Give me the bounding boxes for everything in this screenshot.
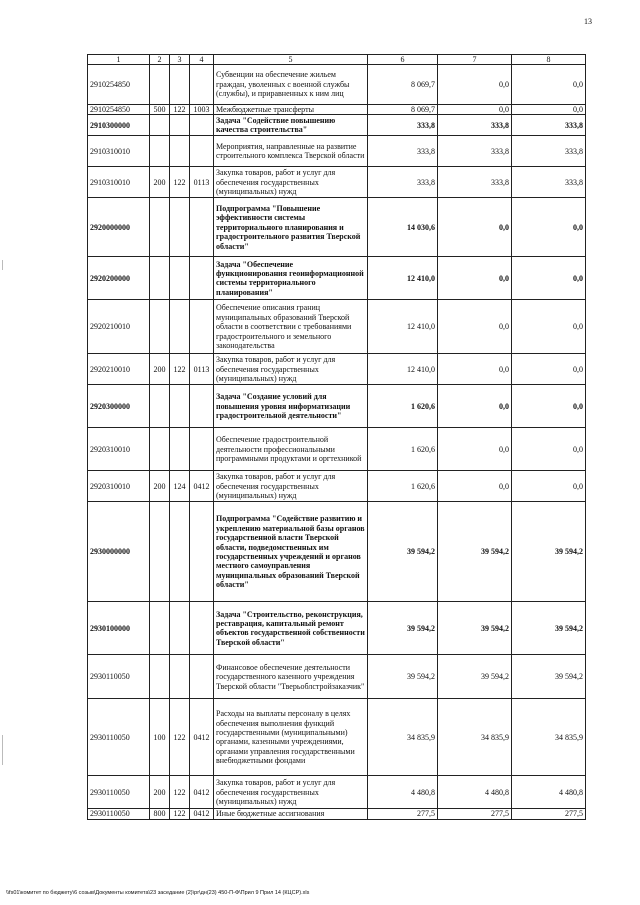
margin-mark xyxy=(2,260,3,270)
section-code xyxy=(150,602,170,655)
subsection-code: 122 xyxy=(170,699,190,776)
subsection-code xyxy=(170,385,190,428)
section-code xyxy=(150,115,170,136)
amount-col8: 333,8 xyxy=(512,167,586,198)
row-code: 2930100000 xyxy=(88,602,150,655)
row-description: Финансовое обеспечение деятельности государственного казенного учреждения Тверской области "Тверьоблстройзаказчик" xyxy=(214,655,368,699)
amount-col6: 12 410,0 xyxy=(368,354,438,385)
row-code: 2910254850 xyxy=(88,105,150,115)
subsection-code: 122 xyxy=(170,105,190,115)
amount-col7: 0,0 xyxy=(438,428,512,471)
row-description: Закупка товаров, работ и услуг для обеспечения государственных (муниципальных) нужд xyxy=(214,776,368,809)
amount-col6: 14 030,6 xyxy=(368,198,438,257)
expense-type-code xyxy=(190,428,214,471)
table-row xyxy=(88,602,586,655)
row-description: Расходы на выплаты персоналу в целях обеспечения выполнения функций государственными (муниципальными) органами, казенными учреждениями, органами управления государственными внебюджетными фондами xyxy=(214,699,368,776)
section-code xyxy=(150,257,170,300)
table-row xyxy=(88,167,586,198)
amount-col6: 12 410,0 xyxy=(368,257,438,300)
table-row xyxy=(88,385,586,428)
table-row xyxy=(88,136,586,167)
expense-type-code xyxy=(190,257,214,300)
row-description: Закупка товаров, работ и услуг для обеспечения государственных (муниципальных) нужд xyxy=(214,354,368,385)
table-row xyxy=(88,428,586,471)
amount-col8: 0,0 xyxy=(512,198,586,257)
expense-type-code: 1003 xyxy=(190,105,214,115)
amount-col6: 333,8 xyxy=(368,115,438,136)
row-code: 2910310010 xyxy=(88,136,150,167)
expense-type-code xyxy=(190,300,214,354)
column-header: 7 xyxy=(438,55,512,65)
subsection-code: 122 xyxy=(170,167,190,198)
amount-col6: 39 594,2 xyxy=(368,602,438,655)
section-code: 200 xyxy=(150,776,170,809)
subsection-code xyxy=(170,602,190,655)
amount-col8: 39 594,2 xyxy=(512,602,586,655)
amount-col6: 277,5 xyxy=(368,809,438,819)
row-code: 2930110050 xyxy=(88,809,150,819)
budget-table xyxy=(87,54,586,820)
amount-col6: 1 620,6 xyxy=(368,471,438,502)
amount-col7: 0,0 xyxy=(438,354,512,385)
section-code xyxy=(150,428,170,471)
amount-col8: 0,0 xyxy=(512,257,586,300)
amount-col8: 277,5 xyxy=(512,809,586,819)
row-code: 2930110050 xyxy=(88,655,150,699)
row-code: 2920310010 xyxy=(88,471,150,502)
table-row xyxy=(88,65,586,105)
amount-col6: 12 410,0 xyxy=(368,300,438,354)
row-description: Межбюджетные трансферты xyxy=(214,105,368,115)
expense-type-code xyxy=(190,136,214,167)
section-code xyxy=(150,502,170,602)
table-row xyxy=(88,300,586,354)
amount-col8: 39 594,2 xyxy=(512,655,586,699)
subsection-code xyxy=(170,428,190,471)
expense-type-code xyxy=(190,602,214,655)
table-row xyxy=(88,257,586,300)
row-description: Обеспечение градостроительной деятельности профессиональными программными продуктами и оргтехникой xyxy=(214,428,368,471)
expense-type-code: 0113 xyxy=(190,354,214,385)
subsection-code: 124 xyxy=(170,471,190,502)
row-description: Подпрограмма "Содействие развитию и укреплению материальной базы органов государственной власти Тверской области, подведомственных им государственных учреждений и органов местного самоуправления муниципальных образований Тверской области" xyxy=(214,502,368,602)
section-code: 500 xyxy=(150,105,170,115)
table-row xyxy=(88,655,586,699)
amount-col7: 0,0 xyxy=(438,300,512,354)
amount-col8: 333,8 xyxy=(512,136,586,167)
amount-col8: 0,0 xyxy=(512,471,586,502)
row-description: Закупка товаров, работ и услуг для обеспечения государственных (муниципальных) нужд xyxy=(214,167,368,198)
expense-type-code xyxy=(190,385,214,428)
amount-col6: 34 835,9 xyxy=(368,699,438,776)
amount-col8: 39 594,2 xyxy=(512,502,586,602)
amount-col7: 0,0 xyxy=(438,105,512,115)
amount-col7: 333,8 xyxy=(438,167,512,198)
table-row xyxy=(88,105,586,115)
table-row xyxy=(88,115,586,136)
amount-col8: 0,0 xyxy=(512,65,586,105)
amount-col7: 0,0 xyxy=(438,385,512,428)
row-description: Задача "Содействие повышению качества строительства" xyxy=(214,115,368,136)
subsection-code xyxy=(170,257,190,300)
row-description: Задача "Строительство, реконструкция, реставрация, капитальный ремонт объектов государственной собственности Тверской области" xyxy=(214,602,368,655)
amount-col6: 39 594,2 xyxy=(368,655,438,699)
margin-mark xyxy=(2,735,3,765)
section-code xyxy=(150,136,170,167)
column-header: 2 xyxy=(150,55,170,65)
table-row xyxy=(88,471,586,502)
section-code xyxy=(150,655,170,699)
table-row xyxy=(88,502,586,602)
row-code: 2930110050 xyxy=(88,776,150,809)
subsection-code xyxy=(170,136,190,167)
amount-col7: 0,0 xyxy=(438,471,512,502)
amount-col6: 4 480,8 xyxy=(368,776,438,809)
amount-col7: 39 594,2 xyxy=(438,602,512,655)
amount-col7: 0,0 xyxy=(438,198,512,257)
subsection-code xyxy=(170,300,190,354)
amount-col7: 34 835,9 xyxy=(438,699,512,776)
subsection-code xyxy=(170,115,190,136)
expense-type-code: 0412 xyxy=(190,776,214,809)
row-description: Иные бюджетные ассигнования xyxy=(214,809,368,819)
expense-type-code: 0412 xyxy=(190,809,214,819)
expense-type-code: 0412 xyxy=(190,471,214,502)
amount-col6: 39 594,2 xyxy=(368,502,438,602)
column-header: 3 xyxy=(170,55,190,65)
row-description: Подпрограмма "Повышение эффективности системы территориального планирования и градостроительного развития Тверской области" xyxy=(214,198,368,257)
row-code: 2920210010 xyxy=(88,300,150,354)
section-code xyxy=(150,198,170,257)
amount-col7: 333,8 xyxy=(438,136,512,167)
row-code: 2930110050 xyxy=(88,699,150,776)
section-code: 200 xyxy=(150,354,170,385)
row-description: Закупка товаров, работ и услуг для обеспечения государственных (муниципальных) нужд xyxy=(214,471,368,502)
section-code: 800 xyxy=(150,809,170,819)
expense-type-code xyxy=(190,115,214,136)
row-code: 2920000000 xyxy=(88,198,150,257)
amount-col6: 1 620,6 xyxy=(368,385,438,428)
row-description: Задача "Создание условий для повышения уровня информатизации градостроительной деятельности" xyxy=(214,385,368,428)
amount-col8: 0,0 xyxy=(512,105,586,115)
column-header: 8 xyxy=(512,55,586,65)
expense-type-code xyxy=(190,65,214,105)
amount-col7: 39 594,2 xyxy=(438,655,512,699)
row-description: Задача "Обеспечение функционирования геоинформационной системы территориального планирования" xyxy=(214,257,368,300)
section-code: 200 xyxy=(150,471,170,502)
table-row xyxy=(88,809,586,819)
amount-col6: 8 069,7 xyxy=(368,65,438,105)
subsection-code xyxy=(170,198,190,257)
section-code xyxy=(150,300,170,354)
row-description: Мероприятия, направленные на развитие строительного комплекса Тверской области xyxy=(214,136,368,167)
row-code: 2910300000 xyxy=(88,115,150,136)
expense-type-code xyxy=(190,198,214,257)
amount-col8: 0,0 xyxy=(512,300,586,354)
row-code: 2910254850 xyxy=(88,65,150,105)
row-description: Обеспечение описания границ муниципальных образований Тверской области в соответствии с требованиями градостроительного и земельного законодательства xyxy=(214,300,368,354)
subsection-code xyxy=(170,502,190,602)
row-code: 2920210010 xyxy=(88,354,150,385)
amount-col7: 0,0 xyxy=(438,257,512,300)
table-row xyxy=(88,354,586,385)
expense-type-code: 0113 xyxy=(190,167,214,198)
subsection-code xyxy=(170,655,190,699)
column-header: 5 xyxy=(214,55,368,65)
page-number: 13 xyxy=(584,17,592,26)
table-header-row xyxy=(88,55,586,65)
row-code: 2920200000 xyxy=(88,257,150,300)
amount-col7: 0,0 xyxy=(438,65,512,105)
section-code: 100 xyxy=(150,699,170,776)
row-code: 2930000000 xyxy=(88,502,150,602)
subsection-code: 122 xyxy=(170,776,190,809)
expense-type-code xyxy=(190,502,214,602)
amount-col7: 4 480,8 xyxy=(438,776,512,809)
table-row xyxy=(88,776,586,809)
section-code xyxy=(150,385,170,428)
amount-col8: 0,0 xyxy=(512,385,586,428)
expense-type-code xyxy=(190,655,214,699)
row-code: 2920310010 xyxy=(88,428,150,471)
subsection-code: 122 xyxy=(170,354,190,385)
table-row xyxy=(88,699,586,776)
expense-type-code: 0412 xyxy=(190,699,214,776)
amount-col6: 333,8 xyxy=(368,167,438,198)
amount-col8: 4 480,8 xyxy=(512,776,586,809)
amount-col7: 39 594,2 xyxy=(438,502,512,602)
amount-col8: 0,0 xyxy=(512,428,586,471)
subsection-code: 122 xyxy=(170,809,190,819)
amount-col8: 333,8 xyxy=(512,115,586,136)
amount-col6: 8 069,7 xyxy=(368,105,438,115)
amount-col7: 277,5 xyxy=(438,809,512,819)
section-code: 200 xyxy=(150,167,170,198)
row-code: 2910310010 xyxy=(88,167,150,198)
amount-col6: 1 620,6 xyxy=(368,428,438,471)
column-header: 6 xyxy=(368,55,438,65)
file-path-footer: \\fs01\комитет по бюджету\6 созыв\Документы комитета\23 заседание (2)\pr\дн(23) 450-П-Ф\Прил 9 Прил 14 (КЦСР).xls xyxy=(6,890,310,896)
row-code: 2920300000 xyxy=(88,385,150,428)
amount-col8: 34 835,9 xyxy=(512,699,586,776)
column-header: 1 xyxy=(88,55,150,65)
column-header: 4 xyxy=(190,55,214,65)
amount-col8: 0,0 xyxy=(512,354,586,385)
row-description: Субвенции на обеспечение жильем граждан, уволенных с военной службы (службы), и приравненных к ним лиц xyxy=(214,65,368,105)
table-row xyxy=(88,198,586,257)
amount-col6: 333,8 xyxy=(368,136,438,167)
section-code xyxy=(150,65,170,105)
amount-col7: 333,8 xyxy=(438,115,512,136)
subsection-code xyxy=(170,65,190,105)
